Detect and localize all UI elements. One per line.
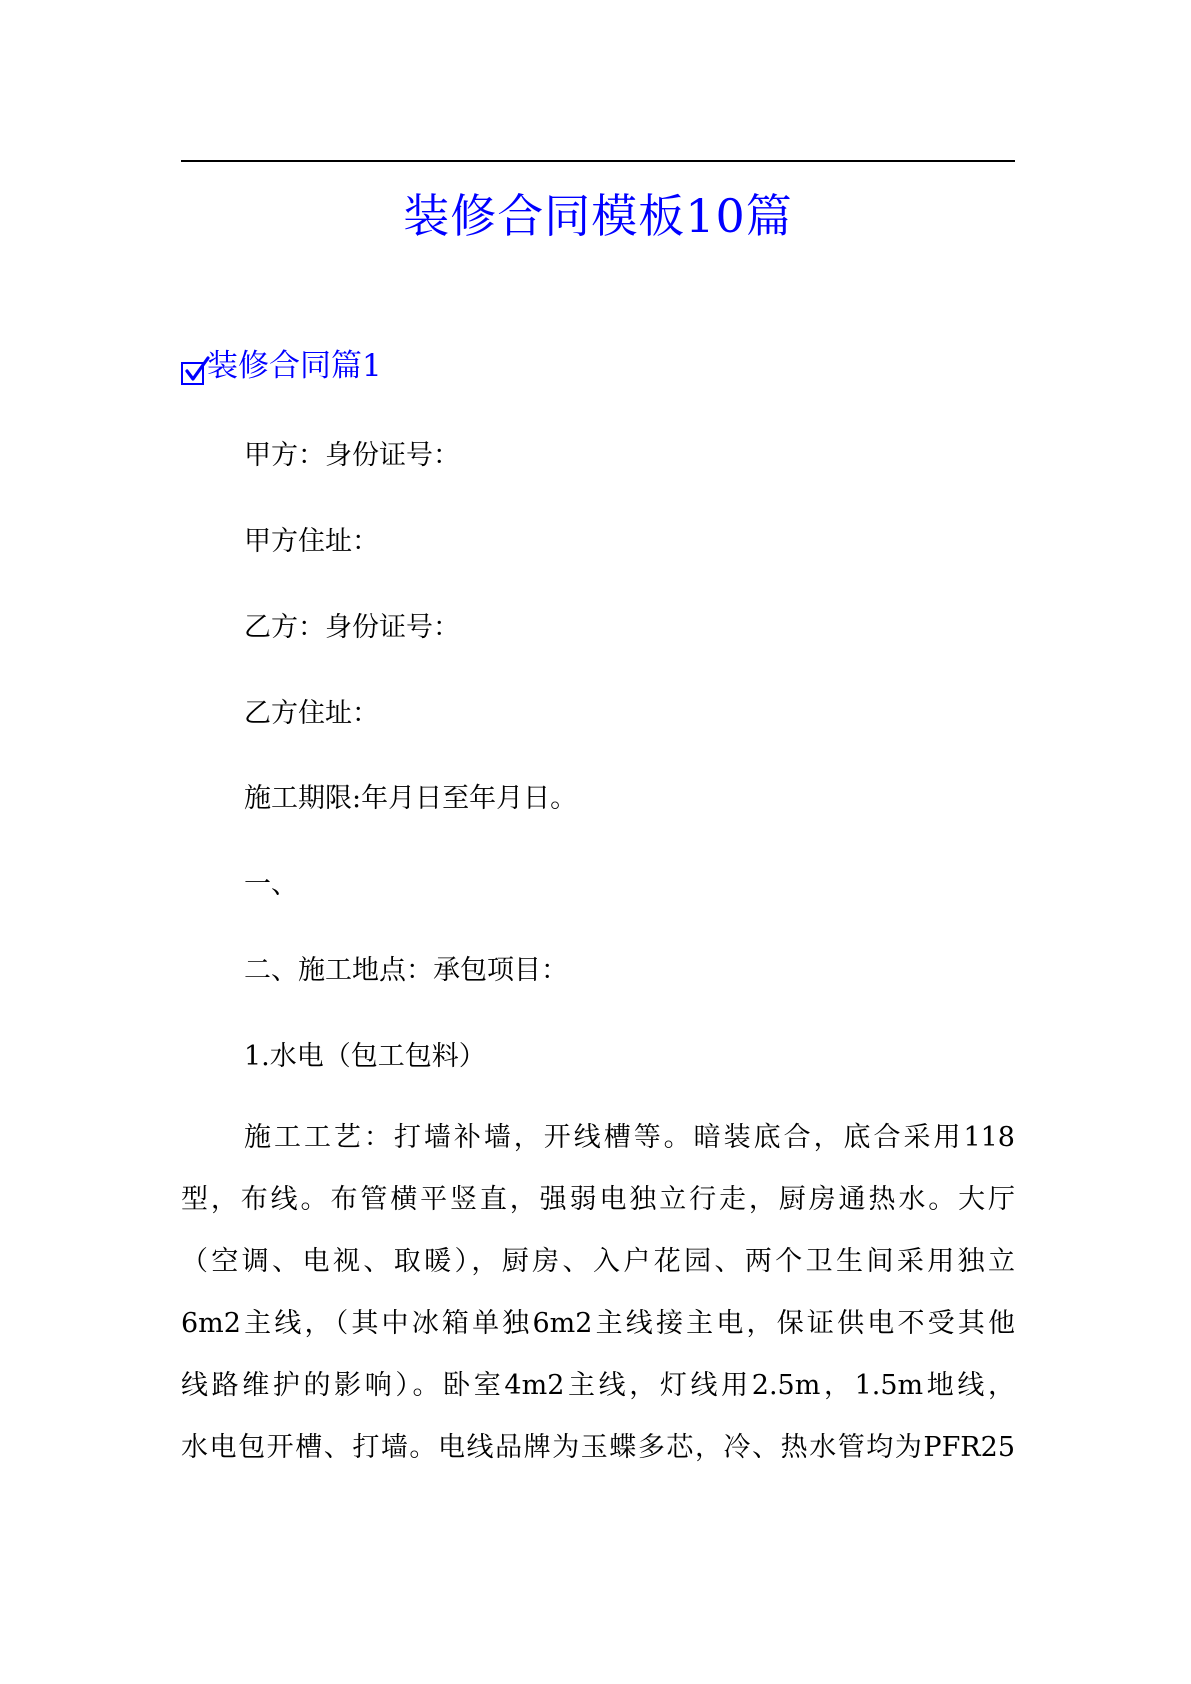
paragraph-party-b: 乙方：身份证号： [244,612,460,643]
body-line: 线路维护的影响）。卧室4m2主线，灯线用2.5m，1.5m地线， [181,1370,1015,1401]
construction-process-paragraph [181,1118,1015,1490]
paragraph-item-two: 二、施工地点：承包项目： [244,955,568,986]
document-title: 装修合同模板10篇 [403,189,793,243]
checkbox-checked-icon [181,362,204,385]
paragraph-construction-period: 施工期限:年月日至年月日。 [244,783,578,814]
paragraph-party-a-address: 甲方住址： [244,526,379,557]
paragraph-item-one: 一、 [244,869,298,900]
section-heading [181,344,382,388]
body-line: 水电包开槽、打墙。电线品牌为玉蝶多芯，冷、热水管均为PFR25 [181,1432,1015,1463]
body-line: 6m2主线，（其中冰箱单独6m2主线接主电，保证供电不受其他 [181,1308,1015,1339]
body-line: 施工工艺：打墙补墙，开线槽等。暗装底合，底合采用118 [244,1122,1015,1153]
section-heading-text: 装修合同篇1 [207,348,382,384]
body-line: 型，布线。布管横平竖直，强弱电独立行走，厨房通热水。大厅 [181,1184,1015,1215]
body-line: （空调、电视、取暖），厨房、入户花园、两个卫生间采用独立 [181,1246,1015,1277]
top-divider [181,160,1015,162]
paragraph-party-a: 甲方：身份证号： [244,440,460,471]
paragraph-party-b-address: 乙方住址： [244,698,379,729]
paragraph-plumbing-electrical: 1.水电（包工包料） [244,1041,486,1072]
